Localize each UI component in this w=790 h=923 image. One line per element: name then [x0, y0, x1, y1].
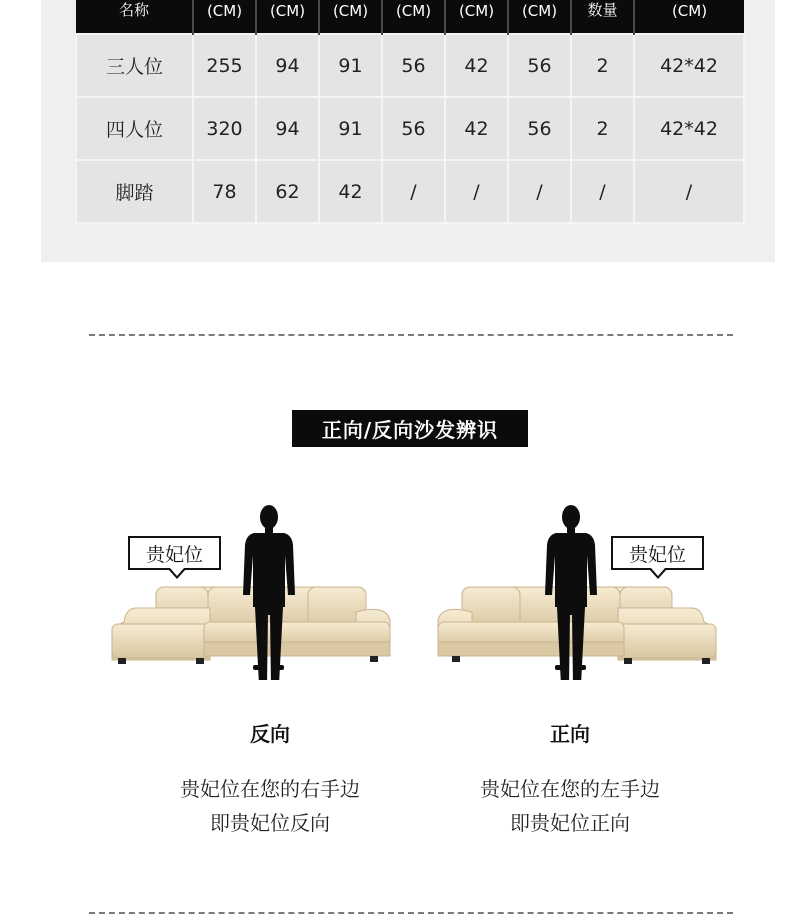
- header-cell: (CM): [634, 0, 744, 34]
- table-cell: 94: [256, 34, 319, 97]
- table-cell: /: [634, 160, 744, 223]
- reverse-line-2: 即贵妃位反向: [210, 811, 330, 835]
- header-cell: (CM): [319, 0, 382, 34]
- table-cell: 42*42: [634, 97, 744, 160]
- table-row: [76, 160, 744, 223]
- sofa-illustration-forward: [432, 500, 722, 680]
- table-cell: 2: [571, 97, 634, 160]
- table-cell: 62: [256, 160, 319, 223]
- table-row: [76, 97, 744, 160]
- table-cell: 42: [445, 34, 508, 97]
- chaise-tag-right: 贵妃位: [611, 536, 704, 570]
- table-cell: 56: [508, 34, 571, 97]
- table-cell: 42*42: [634, 34, 744, 97]
- table-cell: 56: [382, 34, 445, 97]
- table-cell: 255: [193, 34, 256, 97]
- sofa-person-graphic: [108, 500, 398, 680]
- table-cell: 脚踏: [76, 160, 193, 223]
- table-cell: 91: [319, 97, 382, 160]
- table-cell: /: [382, 160, 445, 223]
- table-cell: 四人位: [76, 97, 193, 160]
- table-cell: 42: [445, 97, 508, 160]
- dashed-divider: [89, 912, 733, 914]
- dashed-divider: [89, 334, 733, 336]
- chaise-tag-left: 贵妃位: [128, 536, 221, 570]
- header-cell: 数量: [571, 0, 634, 34]
- table-cell: 94: [256, 97, 319, 160]
- sofa-person-graphic: [432, 500, 722, 680]
- table-cell: 56: [382, 97, 445, 160]
- table-row: [76, 34, 744, 97]
- forward-line-2: 即贵妃位正向: [510, 811, 630, 835]
- table-header-row: [76, 0, 744, 34]
- table-cell: 78: [193, 160, 256, 223]
- reverse-line-1: 贵妃位在您的右手边: [180, 777, 360, 801]
- header-cell: (CM): [193, 0, 256, 34]
- forward-line-1: 贵妃位在您的左手边: [480, 777, 660, 801]
- table-cell: /: [571, 160, 634, 223]
- table-cell: 42: [319, 160, 382, 223]
- reverse-label: 反向: [250, 722, 290, 746]
- header-cell: (CM): [382, 0, 445, 34]
- forward-description: [430, 772, 710, 840]
- table-cell: /: [445, 160, 508, 223]
- table-cell: /: [508, 160, 571, 223]
- table-cell: 2: [571, 34, 634, 97]
- table-cell: 三人位: [76, 34, 193, 97]
- header-cell: (CM): [256, 0, 319, 34]
- sofa-illustration-reverse: [108, 500, 398, 680]
- header-cell: 名称: [76, 0, 193, 34]
- forward-label: 正向: [550, 722, 590, 746]
- table-cell: 91: [319, 34, 382, 97]
- header-cell: (CM): [508, 0, 571, 34]
- header-cell: (CM): [445, 0, 508, 34]
- table-cell: 320: [193, 97, 256, 160]
- spec-table: [75, 0, 745, 224]
- reverse-description: [130, 772, 410, 840]
- table-cell: 56: [508, 97, 571, 160]
- section-title: 正向/反向沙发辨识: [292, 410, 528, 447]
